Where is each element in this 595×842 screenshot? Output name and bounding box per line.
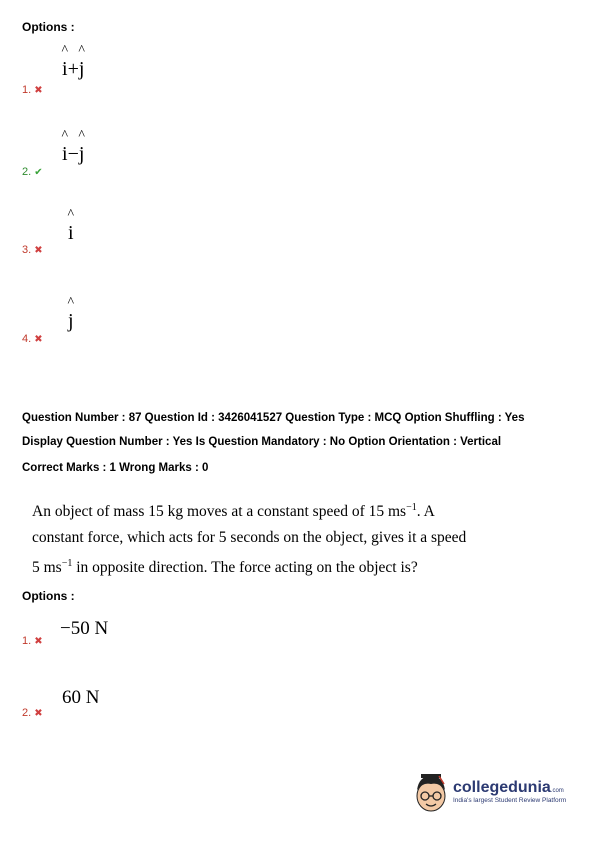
question-meta-line1: Question Number : 87 Question Id : 3426041527 Question Type : MCQ Option Shuffling : Yes xyxy=(22,412,525,424)
logo-tagline: India's largest Student Review Platform xyxy=(453,796,567,804)
options-label-2: Options : xyxy=(22,589,75,603)
check-icon: ✔ xyxy=(34,167,43,178)
question-meta-line2: Display Question Number : Yes Is Question Mandatory : No Option Orientation : Vertical xyxy=(22,436,502,448)
answer-option-1-number: 1. ✖ xyxy=(22,635,43,647)
cross-icon: ✖ xyxy=(34,85,43,96)
answer-option-2-value: 60 N xyxy=(62,687,100,708)
mascot-icon xyxy=(413,770,449,812)
collegedunia-logo xyxy=(413,770,566,812)
options-label: Options : xyxy=(22,20,75,34)
hat-symbol: ^ xyxy=(61,43,69,58)
cross-icon: ✖ xyxy=(34,334,43,345)
answer-option-1-value: −50 N xyxy=(60,618,109,639)
option-2-number: 2. ✔ xyxy=(22,166,43,178)
option-4-number: 4. ✖ xyxy=(22,333,43,345)
option-4-expression: ^ j xyxy=(67,295,75,332)
option-1-number: 1. ✖ xyxy=(22,84,43,96)
option-3-expression: ^ i xyxy=(67,207,75,244)
option-2-expression: ^ i− ^ j xyxy=(61,128,85,165)
question-meta-line3: Correct Marks : 1 Wrong Marks : 0 xyxy=(22,462,209,474)
cross-icon: ✖ xyxy=(34,708,43,719)
option-1-expression: ^ i+ ^ j xyxy=(61,43,85,80)
logo-suffix: .com xyxy=(550,787,564,794)
option-3-number: 3. ✖ xyxy=(22,244,43,256)
cross-icon: ✖ xyxy=(34,636,43,647)
question-text: An object of mass 15 kg moves at a constant speed of 15 $ms^{-1}$. A constant force, which acts for 5 seconds on the object, gives it a speed 5 $ms^{-1}$ in opposite direction. The force acting on the object is? xyxy=(32,502,467,577)
cross-icon: ✖ xyxy=(34,245,43,256)
answer-option-2-number: 2. ✖ xyxy=(22,707,43,719)
logo-name: collegedunia xyxy=(453,778,551,796)
hat-symbol: ^ xyxy=(78,43,85,58)
